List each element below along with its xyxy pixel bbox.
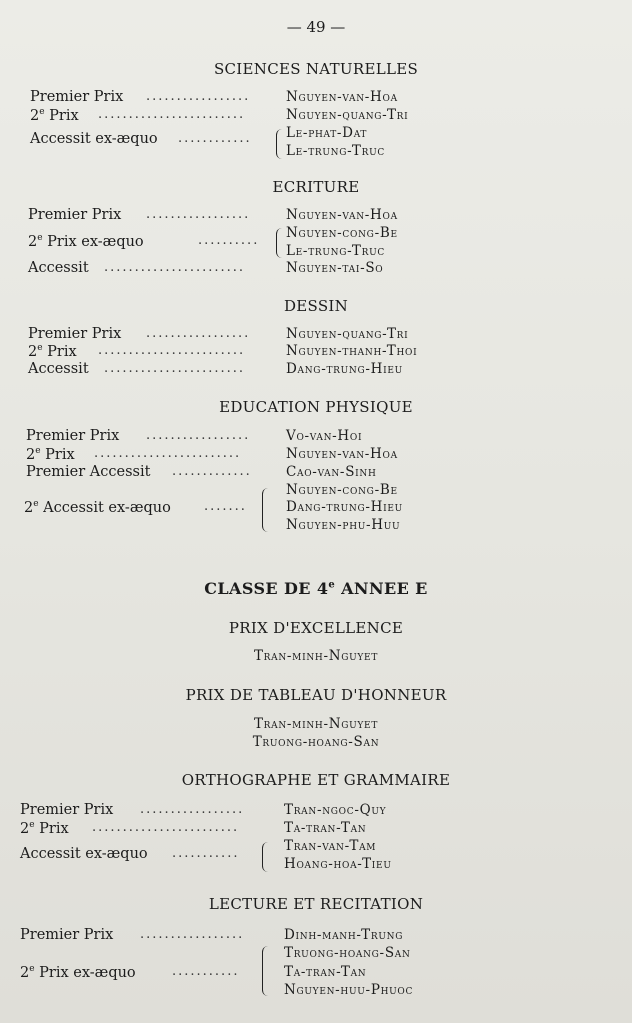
leader-dots: ........................	[92, 820, 240, 835]
student-name: Nguyen-quang-Tri	[286, 326, 409, 342]
prize-label: Premier Prix	[20, 802, 114, 818]
leader-dots: .......................	[104, 361, 246, 376]
prize-label: 2e Prix ex-æquo	[20, 964, 136, 981]
prize-row	[0, 838, 632, 856]
leader-dots: ............	[178, 131, 252, 146]
section-title-excellence: PRIX D'EXCELLENCE	[228, 619, 404, 637]
student-name: Tran-minh-Nguyet	[253, 716, 379, 732]
leader-dots: .................	[140, 927, 245, 942]
prize-row	[0, 446, 632, 464]
prize-row	[0, 361, 632, 379]
prize-label: Premier Accessit	[26, 464, 151, 480]
prize-label: Accessit ex-æquo	[30, 131, 158, 147]
student-name: Nguyen-van-Hoa	[286, 446, 398, 462]
student-name: Vo-van-Hoi	[286, 428, 363, 444]
page-number: — 49 —	[286, 18, 346, 36]
prize-row	[0, 464, 632, 482]
prize-label: 2e Prix	[26, 446, 75, 463]
student-name: Le-trung-Truc	[286, 243, 385, 259]
leader-dots: ..........	[198, 233, 260, 248]
student-name: Le-phat-Dat	[286, 125, 368, 141]
student-name: Hoang-hoa-Tieu	[284, 856, 392, 872]
section-title-honneur: PRIX DE TABLEAU D'HONNEUR	[185, 686, 447, 704]
prize-label: 2e Prix ex-æquo	[28, 233, 144, 250]
section-title-orthographe: ORTHOGRAPHE ET GRAMMAIRE	[181, 771, 451, 789]
prize-row	[0, 927, 632, 945]
prize-row	[0, 225, 632, 243]
student-name: Nguyen-van-Hoa	[286, 89, 398, 105]
leader-dots: ...........	[172, 846, 240, 861]
prize-label: 2e Prix	[20, 820, 69, 837]
prize-row	[0, 326, 632, 344]
class-title: CLASSE DE 4e ANNEE E	[204, 579, 428, 598]
leader-dots: .................	[146, 207, 251, 222]
leader-dots: ...........	[172, 964, 240, 979]
prize-row	[0, 343, 632, 361]
student-name: Dang-trung-Hieu	[286, 361, 403, 377]
leader-dots: ........................	[98, 343, 246, 358]
student-name: Dinh-manh-Trung	[284, 927, 404, 943]
prize-row	[0, 802, 632, 820]
prize-label: Premier Prix	[30, 89, 124, 105]
leader-dots: .................	[140, 802, 245, 817]
student-name: Truong-hoang-San	[252, 734, 380, 750]
student-name: Ta-tran-Tan	[284, 820, 367, 836]
student-name: Ta-tran-Tan	[284, 964, 367, 980]
prize-row	[0, 964, 632, 982]
prize-label: 2e Accessit ex-æquo	[24, 499, 171, 516]
prize-row	[0, 856, 632, 874]
leader-dots: .................	[146, 326, 251, 341]
section-title-education-physique: EDUCATION PHYSIQUE	[219, 398, 413, 416]
prize-row	[0, 945, 632, 963]
leader-dots: .............	[172, 464, 252, 479]
prize-row	[0, 243, 632, 261]
prize-label: Premier Prix	[28, 207, 122, 223]
prize-label: 2e Prix	[30, 107, 79, 124]
leader-dots: .......................	[104, 260, 246, 275]
student-name: Nguyen-huu-Phuoc	[284, 982, 414, 998]
leader-dots: .................	[146, 428, 251, 443]
student-name: Nguyen-cong-Be	[286, 225, 398, 241]
section-title-dessin: DESSIN	[283, 297, 349, 315]
prize-row	[0, 482, 632, 500]
leader-dots: ........................	[98, 107, 246, 122]
prize-row	[0, 143, 632, 161]
prize-label: Premier Prix	[20, 927, 114, 943]
prize-label: Accessit	[28, 260, 89, 276]
prize-row	[0, 982, 632, 1000]
prize-row	[0, 517, 632, 535]
student-name: Nguyen-quang-Tri	[286, 107, 409, 123]
prize-row	[0, 207, 632, 225]
prize-label: Premier Prix	[26, 428, 120, 444]
student-name: Dang-trung-Hieu	[286, 499, 403, 515]
student-name: Nguyen-tai-So	[286, 260, 384, 276]
section-title-lecture: LECTURE ET RECITATION	[208, 895, 424, 913]
student-name: Nguyen-cong-Be	[286, 482, 398, 498]
prize-row	[0, 107, 632, 125]
student-name: Le-trung-Truc	[286, 143, 385, 159]
student-name: Tran-van-Tam	[284, 838, 377, 854]
section-title-ecriture: ECRITURE	[272, 178, 360, 196]
prize-row	[0, 260, 632, 278]
prize-label: 2e Prix	[28, 343, 77, 360]
leader-dots: ........................	[94, 446, 242, 461]
prize-row	[0, 499, 632, 517]
student-name: Nguyen-thanh-Thoi	[286, 343, 418, 359]
prize-label: Premier Prix	[28, 326, 122, 342]
student-name: Nguyen-van-Hoa	[286, 207, 398, 223]
leader-dots: .......	[204, 499, 247, 514]
prize-row	[0, 125, 632, 143]
prize-row	[0, 89, 632, 107]
student-name: Tran-ngoc-Quy	[284, 802, 387, 818]
prize-label: Accessit	[28, 361, 89, 377]
student-name: Tran-minh-Nguyet	[253, 648, 379, 664]
section-title-sciences: SCIENCES NATURELLES	[213, 60, 419, 78]
prize-row	[0, 820, 632, 838]
prize-row	[0, 428, 632, 446]
prize-label: Accessit ex-æquo	[20, 846, 148, 862]
student-name: Nguyen-phu-Huu	[286, 517, 401, 533]
student-name: Cao-van-Sinh	[286, 464, 377, 480]
student-name: Truong-hoang-San	[284, 945, 411, 961]
leader-dots: .................	[146, 89, 251, 104]
